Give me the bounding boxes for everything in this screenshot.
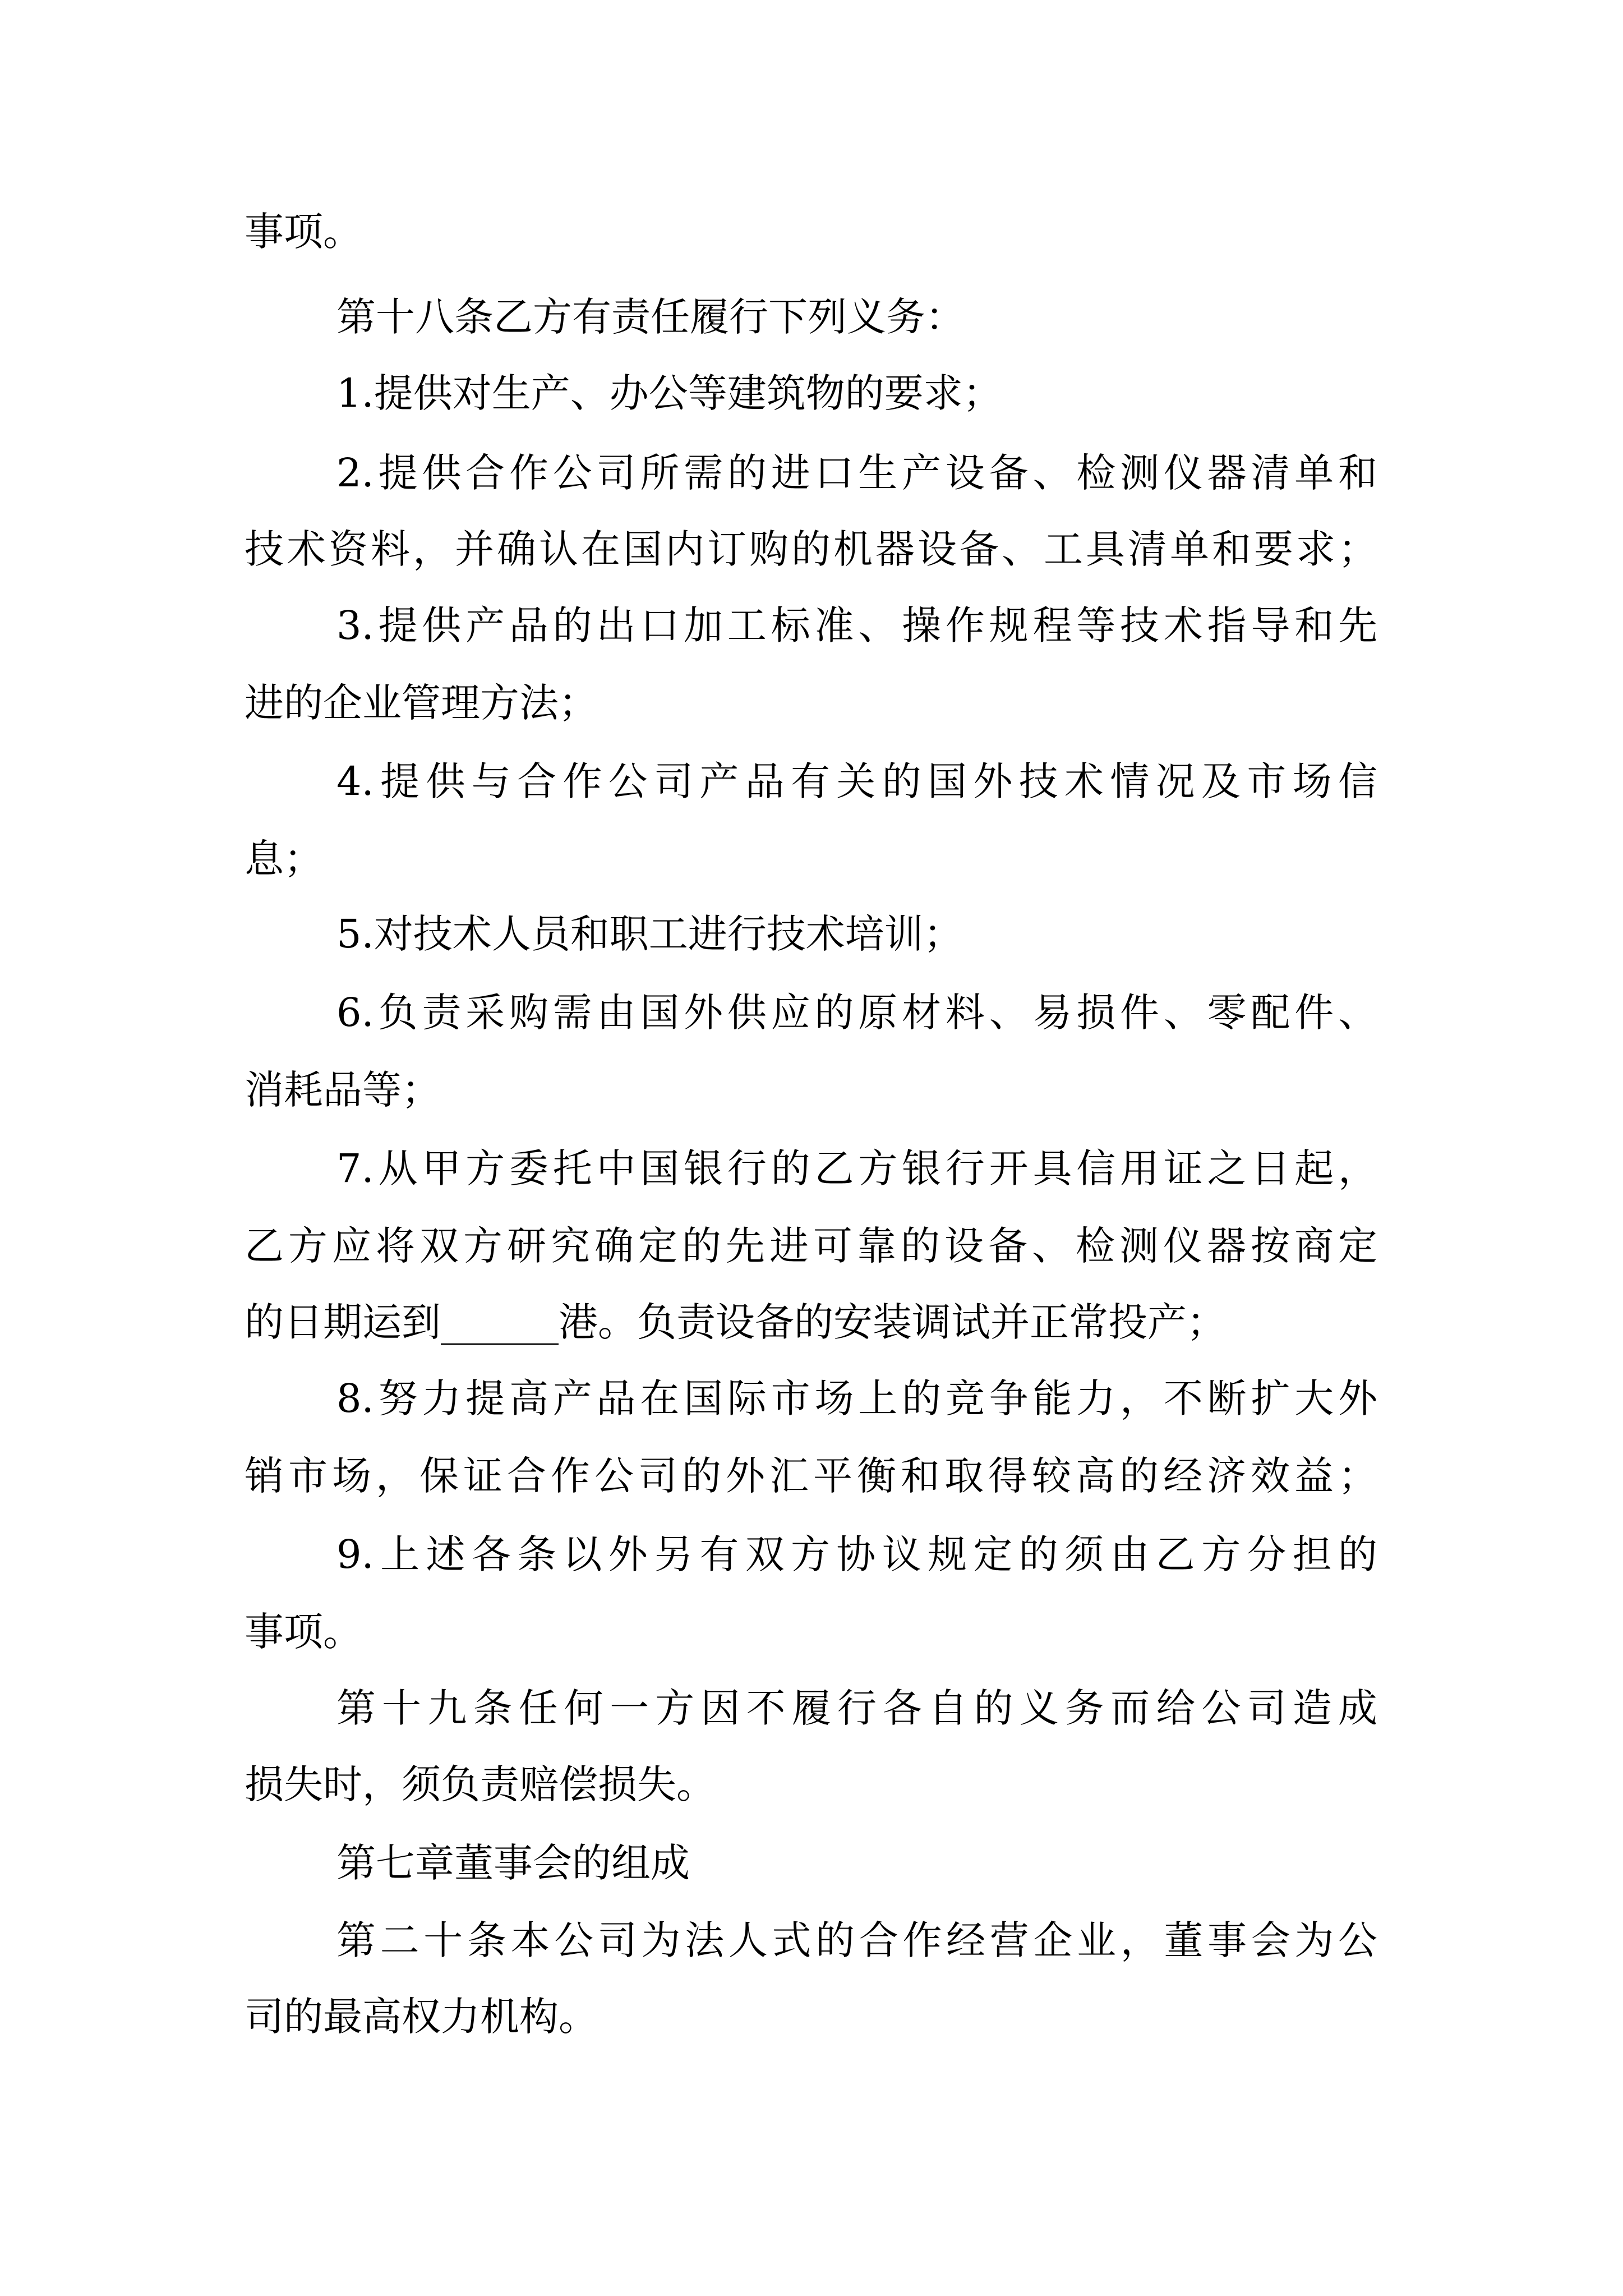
- article-paragraph: 第二十条本公司为法人式的合作经营企业，董事会为公: [336, 1917, 1377, 1963]
- article-paragraph: 第十九条任何一方因不履行各自的义务而给公司造成: [336, 1685, 1377, 1731]
- list-item: 2.提供合作公司所需的进口生产设备、检测仪器清单和: [336, 450, 1377, 496]
- text-line: 事项。: [245, 209, 362, 255]
- article-paragraph-continuation: 损失时，须负责赔偿损失。: [245, 1761, 716, 1807]
- article-paragraph-continuation: 司的最高权力机构。: [245, 1994, 598, 2040]
- chapter-heading: 第七章董事会的组成: [336, 1840, 690, 1886]
- list-item-continuation: 技术资料，并确认在国内订购的机器设备、工具清单和要求；: [245, 526, 1377, 572]
- list-item-continuation: 乙方应将双方研究确定的先进可靠的设备、检测仪器按商定: [245, 1223, 1377, 1269]
- list-item: 4.提供与合作公司产品有关的国外技术情况及市场信: [336, 758, 1377, 804]
- list-item: 7.从甲方委托中国银行的乙方银行开具信用证之日起，: [336, 1145, 1377, 1191]
- list-item-continuation: 息；: [245, 836, 323, 882]
- list-item-continuation: 消耗品等；: [245, 1067, 441, 1113]
- list-item-continuation: 进的企业管理方法；: [245, 680, 598, 726]
- list-item: 5.对技术人员和职工进行技术培训；: [336, 911, 963, 957]
- list-item-continuation: 事项。: [245, 1609, 362, 1655]
- list-item: 1.提供对生产、办公等建筑物的要求；: [336, 370, 1002, 416]
- list-item-continuation: 的日期运到______港。负责设备的安装调试并正常投产；: [245, 1299, 1226, 1345]
- list-item: 9.上述各条以外另有双方协议规定的须由乙方分担的: [336, 1531, 1377, 1577]
- article-heading: 第十八条乙方有责任履行下列义务：: [336, 294, 965, 340]
- list-item: 8.努力提高产品在国际市场上的竞争能力，不断扩大外: [336, 1375, 1377, 1421]
- list-item-continuation: 销市场，保证合作公司的外汇平衡和取得较高的经济效益；: [245, 1453, 1377, 1499]
- list-item: 6.负责采购需由国外供应的原材料、易损件、零配件、: [336, 990, 1377, 1036]
- list-item: 3.提供产品的出口加工标准、操作规程等技术指导和先: [336, 602, 1377, 648]
